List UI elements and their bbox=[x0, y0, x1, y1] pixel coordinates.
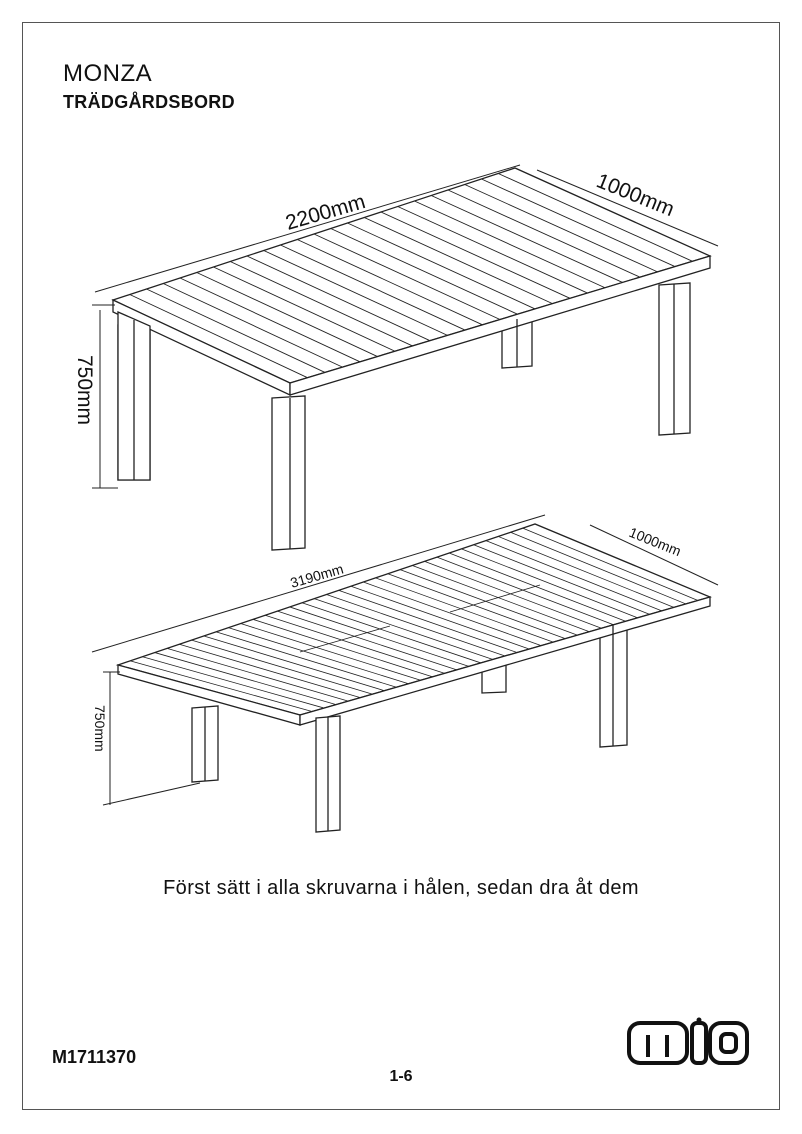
model-number: M1711370 bbox=[52, 1047, 137, 1067]
page-number: 1-6 bbox=[389, 1068, 413, 1085]
dimension-width-top: 1000mm bbox=[593, 169, 678, 222]
dimension-height-bottom: 750mm bbox=[92, 705, 108, 752]
dimension-height-top: 750mm bbox=[73, 355, 96, 426]
dimension-length-top: 2200mm bbox=[283, 190, 368, 235]
product-title: MONZA bbox=[63, 60, 153, 87]
dimension-width-bottom: 1000mm bbox=[626, 523, 684, 560]
assembly-instruction: Först sätt i alla skruvarna i hålen, sedan dra åt dem bbox=[163, 877, 639, 899]
table-illustration-standard bbox=[113, 168, 710, 550]
product-subtitle: TRÄDGÅRDSBORD bbox=[63, 92, 235, 112]
mio-logo bbox=[626, 1017, 750, 1067]
dimension-length-bottom: 3190mm bbox=[288, 560, 346, 591]
table-illustration-extended bbox=[118, 524, 710, 832]
